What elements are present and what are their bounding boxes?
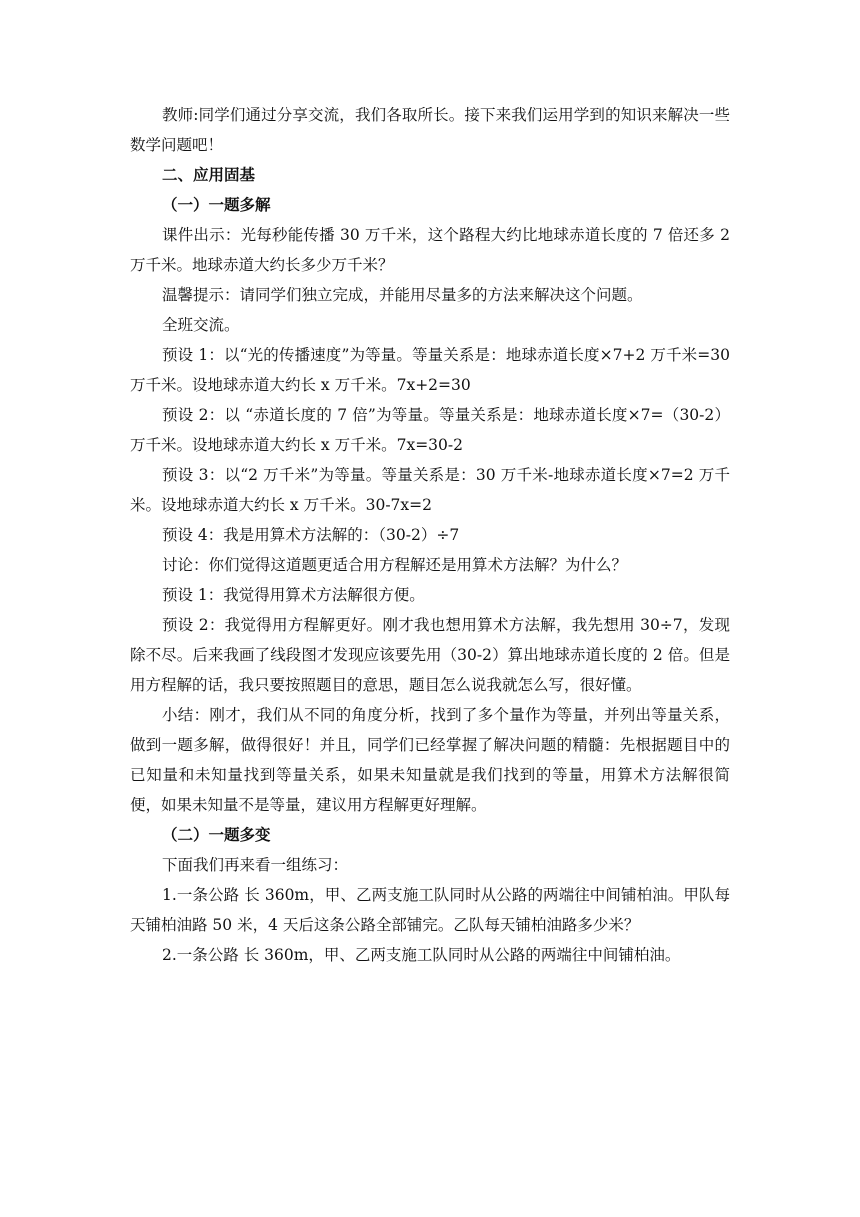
paragraph-exercise-intro: 下面我们再来看一组练习： (162, 856, 349, 874)
paragraph-hint: 温馨提示：请同学们独立完成，并能用尽量多的方法来解决这个问题。 (162, 286, 643, 304)
section-heading-application: 二、应用固基 (162, 166, 256, 184)
paragraph-discussion: 讨论：你们觉得这道题更适合用方程解还是用算术方法解？为什么？ (162, 556, 628, 574)
paragraph-exercise-1: 1.一条公路 长 360m，甲、乙两支施工队同时从公路的两端往中间铺柏油。甲队每天铺柏油路 50 米，4 天后这条公路全部铺完。乙队每天铺柏油路多少米？ (130, 886, 730, 934)
paragraph-problem-statement: 课件出示：光每秒能传播 30 万千米，这个路程大约比地球赤道长度的 7 倍还多 2 万千米。地球赤道大约长多少万千米？ (130, 226, 730, 274)
subsection-heading-multiple-variations: （二）一题多变 (162, 826, 271, 844)
paragraph-discussion-preset-1: 预设 1：我觉得用算术方法解很方便。 (162, 586, 425, 604)
paragraph-teacher-intro: 教师:同学们通过分享交流，我们各取所长。接下来我们运用学到的知识来解决一些数学问题吧！ (130, 106, 730, 154)
document-body (130, 100, 730, 970)
paragraph-exercise-2: 2.一条公路 长 360m，甲、乙两支施工队同时从公路的两端往中间铺柏油。 (162, 946, 681, 964)
paragraph-preset-4: 预设 4：我是用算术方法解的：（30-2）÷7 (162, 526, 460, 544)
paragraph-preset-1: 预设 1：以“光的传播速度”为等量。等量关系是：地球赤道长度×7+2 万千米=30 万千米。设地球赤道大约长 x 万千米。7x+2=30 (130, 346, 730, 394)
subsection-heading-multiple-solutions: （一）一题多解 (162, 196, 271, 214)
paragraph-summary: 小结：刚才，我们从不同的角度分析，找到了多个量作为等量，并列出等量关系，做到一题多解，做得很好！并且，同学们已经掌握了解决问题的精髓：先根据题目中的已知量和未知量找到等量关系，如果未知量就是我们找到的等量，用算术方法解很简便，如果未知量不是等量，建议用方程解更好理解。 (130, 706, 730, 814)
paragraph-class-exchange: 全班交流。 (162, 316, 240, 334)
paragraph-discussion-preset-2: 预设 2：我觉得用方程解更好。刚才我也想用算术方法解，我先想用 30÷7，发现除不尽。后来我画了线段图才发现应该要先用（30-2）算出地球赤道长度的 2 倍。但是用方程解的话，我只要按照题目的意思，题目怎么说我就怎么写，很好懂。 (130, 616, 730, 694)
paragraph-preset-3: 预设 3：以“2 万千米”为等量。等量关系是：30 万千米-地球赤道长度×7=2 万千米。设地球赤道大约长 x 万千米。30-7x=2 (130, 466, 730, 514)
paragraph-preset-2: 预设 2：以 “赤道长度的 7 倍”为等量。等量关系是：地球赤道长度×7=（30-2）万千米。设地球赤道大约长 x 万千米。7x=30-2 (130, 406, 730, 454)
